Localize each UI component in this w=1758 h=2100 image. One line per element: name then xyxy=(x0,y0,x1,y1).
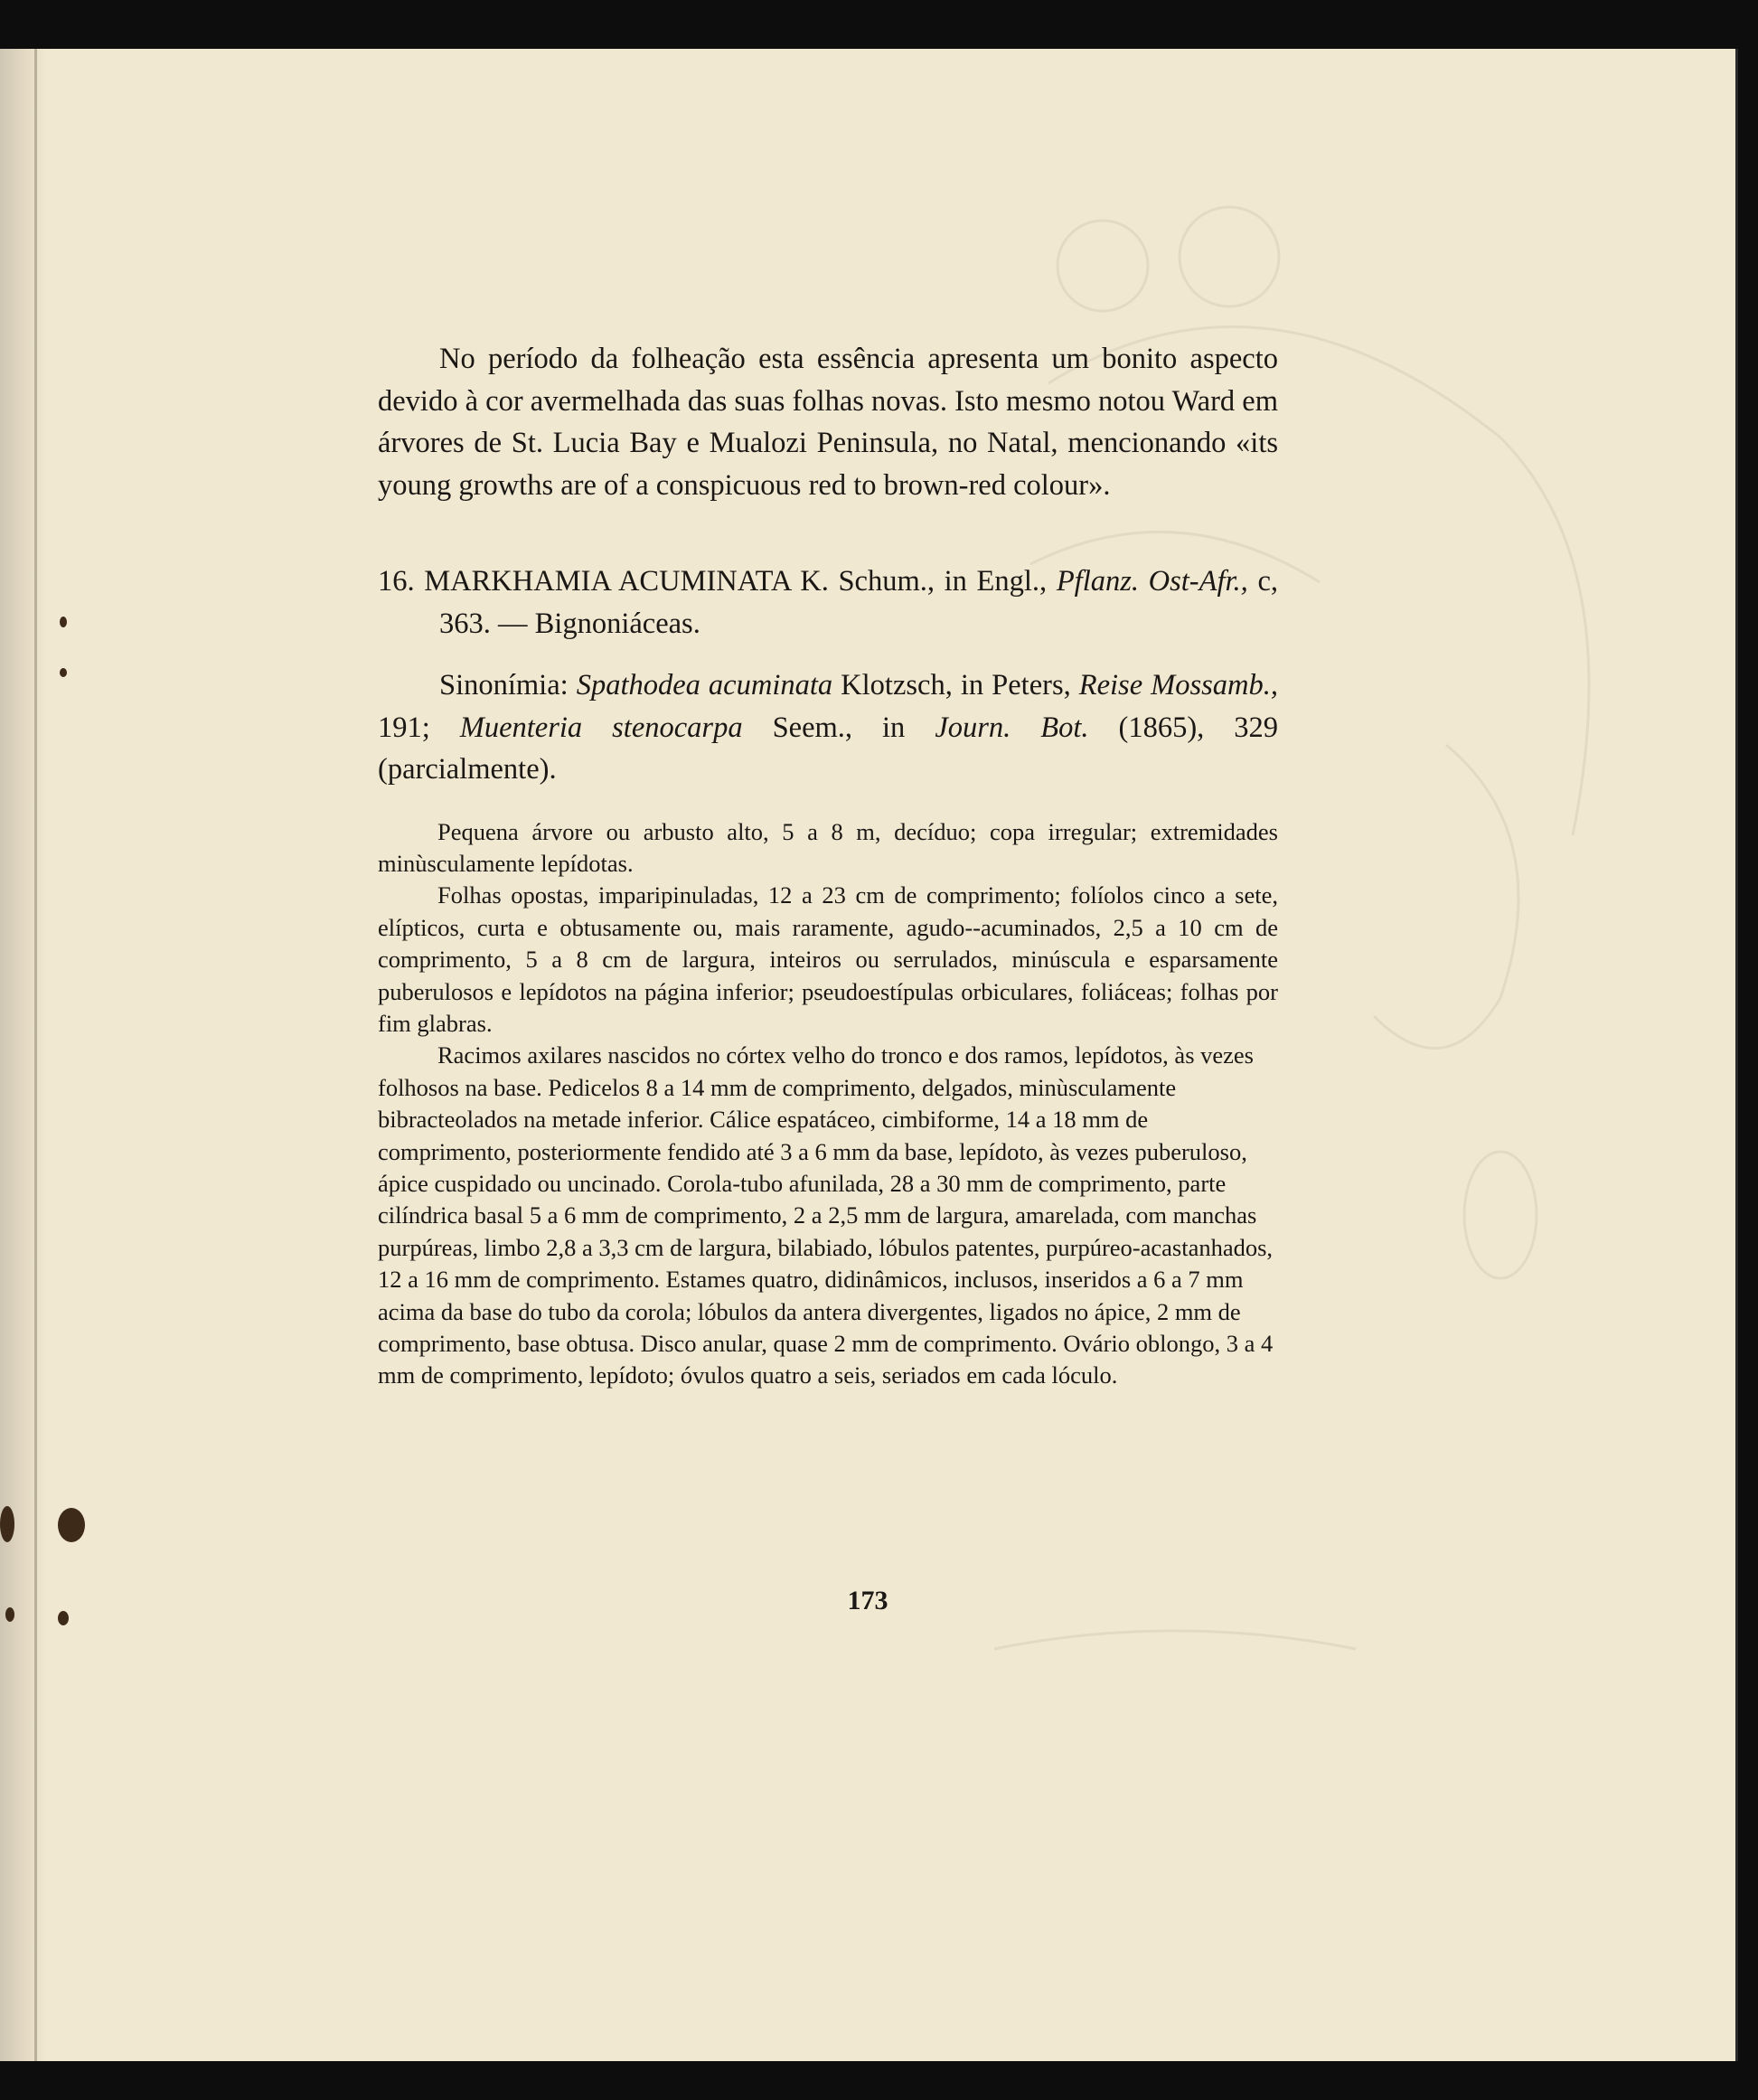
description-flowers: Racimos axilares nascidos no córtex velho do tronco e dos ramos, lepídotos, às vezes folhosos na base. Pedicelos 8 a 14 mm de comprimento, delgados, minùsculamente bibracteolados na metade inferior. Cálice espatáceo, cimbiforme, 14 a 18 mm de comprimento, posteriormente fendido até 3 a 6 mm da base, lepídoto, às vezes puberuloso, ápice cuspidado ou uncinado. Corola-tubo afunilada, 28 a 30 mm de comprimento, parte cilíndrica basal 5 a 6 mm de comprimento, 2 a 2,5 mm de largura, amarelada, com manchas purpúreas, limbo 2,8 a 3,3 cm de largura, bilabiado, lóbulos patentes, purpúreo-acastanhados, 12 a 16 mm de comprimento. Estames quatro, didinâmicos, inclusos, inseridos a 6 a 7 mm acima da base do tubo da corola; lóbulos da antera divergentes, ligados no ápice, 2 mm de comprimento, base obtusa. Disco anular, quase 2 mm de comprimento. Ovário oblongo, 3 a 4 mm de comprimento, lepídoto; óvulos quatro a seis, seriados em cada lóculo. xyxy=(378,1041,1274,1389)
synonym-1-name: Spathodea acuminata xyxy=(576,669,833,702)
species-heading xyxy=(378,560,1278,645)
book-page xyxy=(0,49,1738,2061)
description-habit: Pequena árvore ou arbusto alto, 5 a 8 m, decíduo; copa irregular; extremidades minùsculamente lepídotas. xyxy=(378,817,1278,877)
synonym-1-author: Klotzsch, in Peters, xyxy=(841,669,1071,702)
species-work: Pflanz. Ost-Afr., xyxy=(1056,565,1248,598)
binding-hole xyxy=(0,1506,14,1542)
synonym-2-name: Muenteria stenocarpa xyxy=(459,711,743,744)
binding-hole xyxy=(58,1508,85,1542)
text-block xyxy=(378,338,1278,1392)
entry-number: 16. xyxy=(378,565,415,598)
synonym-2-work: Journ. Bot. xyxy=(935,711,1089,744)
page-gutter xyxy=(0,49,47,2061)
binding-hole xyxy=(60,668,67,677)
binding-hole xyxy=(60,617,67,627)
species-ref: c, 363. — Bignoniáceas. xyxy=(439,565,1278,640)
synonym-2-author: Seem., in xyxy=(772,711,906,744)
page-number: 173 xyxy=(847,1586,888,1615)
synonym-1-work: Reise Mossamb., xyxy=(1078,669,1278,702)
synonymy-label: Sinonímia: xyxy=(439,669,569,702)
gutter-fold xyxy=(34,49,37,2061)
synonym-2-ref: (1865), 329 (parcialmente). xyxy=(378,711,1279,786)
description-leaves: Folhas opostas, imparipinuladas, 12 a 23 cm de comprimento; folíolos cinco a sete, elípticos, curta e obtusamente ou, mais raramente, agudo--acuminados, 2,5 a 10 cm de comprimento, 5 a 8 cm de largura, inteiros ou serrulados, minúscula e esparsamente puberulosos e lepídotos na página inferior; pseudoestípulas orbiculares, foliáceas; folhas por fim glabras. xyxy=(378,881,1278,1037)
species-author: K. Schum., in Engl., xyxy=(800,565,1048,598)
intro-paragraph: No período da folheação esta essência apresenta um bonito aspecto devido à cor avermelhada das suas folhas novas. Isto mesmo notou Ward em árvores de St. Lucia Bay e Mualozi Peninsula, no Natal, mencionando «its young growths are of a conspicuous red to brown-red colour». xyxy=(378,343,1278,502)
species-name: MARKHAMIA ACUMINATA xyxy=(424,565,791,598)
synonym-1-page: 191; xyxy=(378,711,430,744)
synonymy xyxy=(378,664,1278,791)
